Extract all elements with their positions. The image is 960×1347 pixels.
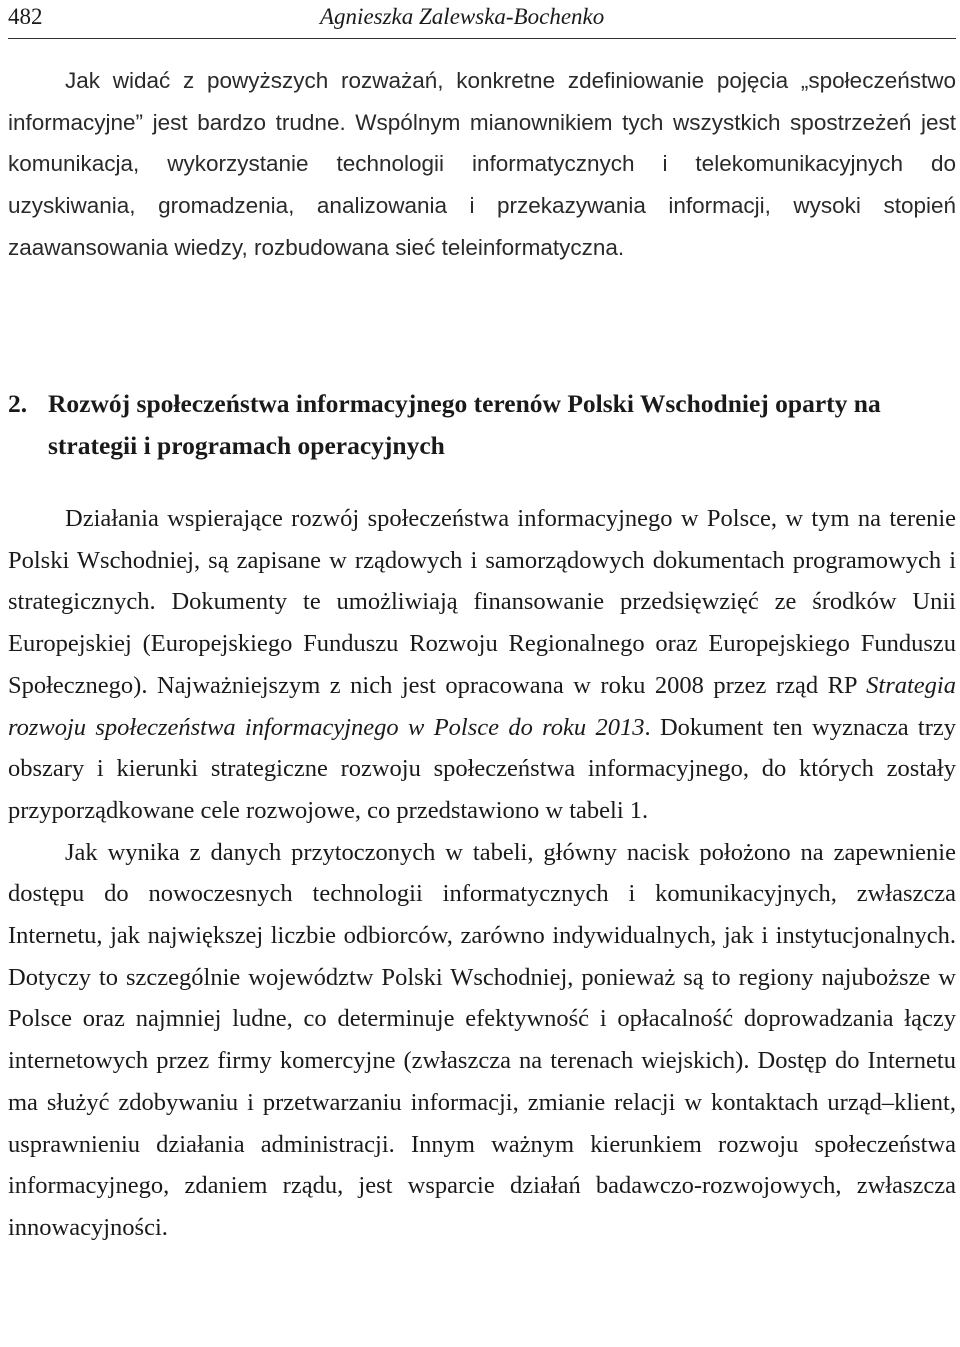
running-header xyxy=(8,2,956,34)
paragraph-3: Jak wynika z danych przytoczonych w tabeli, główny nacisk położono na zapewnienie dostępu do nowoczesnych technologii informatycznych i komunikacyjnych, zwłaszcza Internetu, jak największej liczbie odbiorców, zarówno indywidualnych, jak i instytucjonalnych. Dotyczy to szczególnie województw Polski Wschodniej, ponieważ są to regiony najuboższe w Polsce oraz najmniej ludne, co determinuje efektywność i opłacalność doprowadzania łączy internetowych przez firmy komercyjne (zwłaszcza na terenach wiejskich). Dostęp do Internetu ma służyć zdobywaniu i przetwarzaniu informacji, zmianie relacji w kontaktach urząd–klient, usprawnieniu działania administracji. Innym ważnym kierunkiem rozwoju społeczeństwa informacyjnego, zdaniem rządu, jest wsparcie działań badawczo-rozwojowych, zwłaszcza innowacyjności. xyxy=(8,838,956,1241)
section-heading xyxy=(8,383,956,460)
section-title: Rozwój społeczeństwa informacyjnego terenów Polski Wschodniej oparty na strategii i programach operacyjnych xyxy=(48,389,881,460)
section-number: 2. xyxy=(8,389,28,418)
strategy-title-italic: Strategia rozwoju społeczeństwa informacyjnego w Polsce do roku 2013 xyxy=(8,671,956,741)
intro-paragraph: Jak widać z powyższych rozważań, konkretne zdefiniowanie pojęcia „społeczeństwo informacyjne” jest bardzo trudne. Wspólnym mianownikiem tych wszystkich spostrzeżeń jest komunikacja, wykorzystanie technologii informatycznych i telekomunikacyjnych do uzyskiwania, gromadzenia, analizowania i przekazywania informacji, wysoki stopień zaawansowania wiedzy, rozbudowana sieć teleinformatyczna. xyxy=(8,68,956,260)
header-rule xyxy=(8,38,956,39)
running-header-author: Agnieszka Zalewska-Bochenko xyxy=(320,4,605,29)
paragraph-2-text-b: . Dokument ten wyznacza trzy obszary i kierunki strategiczne rozwoju społeczeństwa informacyjnego, do których zostały przyporządkowane cele rozwojowe, co przedstawiono w tabeli 1. xyxy=(8,713,956,824)
paragraph-2-text-a: Działania wspierające rozwój społeczeństwa informacyjnego w Polsce, w tym na terenie Polski Wschodniej, są zapisane w rządowych i samorządowych dokumentach programowych i strategicznych. Dokumenty te umożliwiają finansowanie przedsięwzięć ze środków Unii Europejskiej (Europejskiego Funduszu Rozwoju Regionalnego oraz Europejskiego Funduszu Społecznego). Najważniejszym z nich jest opracowana w roku 2008 przez rząd RP xyxy=(8,505,956,699)
main-text-block xyxy=(8,498,956,1249)
intro-paragraph-block xyxy=(8,60,956,269)
page-number: 482 xyxy=(8,4,43,29)
paragraph-2 xyxy=(8,498,956,832)
